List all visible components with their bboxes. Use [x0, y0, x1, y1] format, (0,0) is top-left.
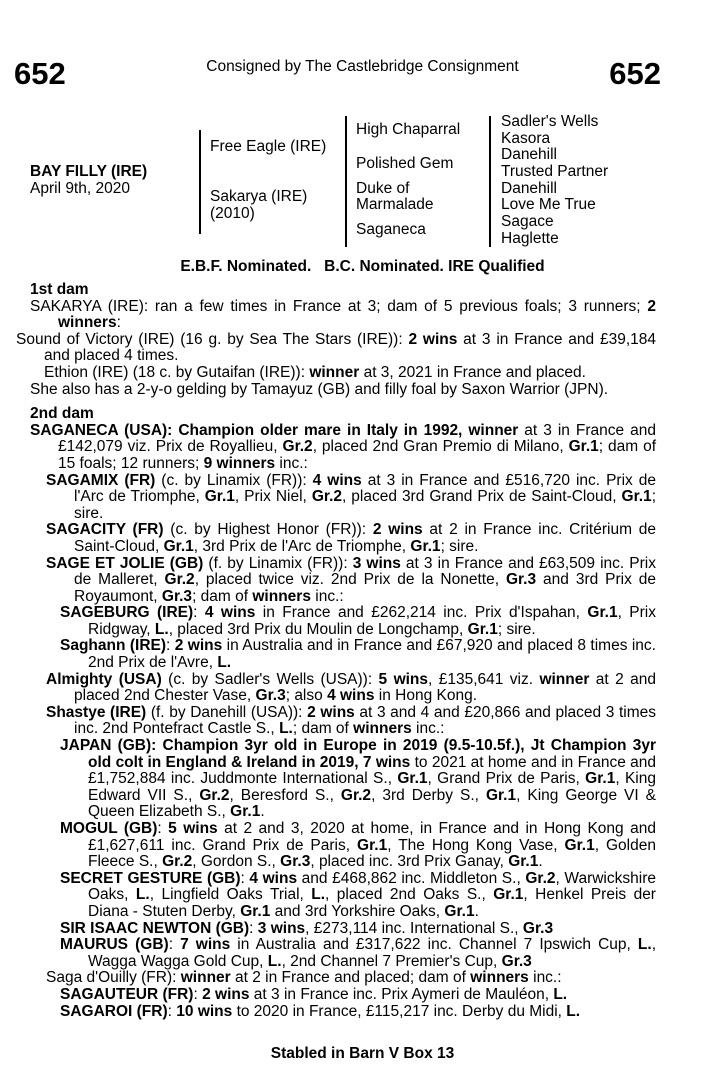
maurus-entry: MAURUS (GB): 7 wins in Australia and £317,622 inc. Channel 7 Ipswich Cup, L., Wagga Wagga Gold Cup, L., 2nd Channel 7 Premier's Cup, Gr.3 [60, 936, 657, 970]
almighty-entry: Almighty (USA) (c. by Sadler's Wells (USA)): 5 wins, £135,641 viz. winner at 2 and placed 2nd Chester Vase, Gr.3; also 4 wins in Hong Kong. [46, 670, 656, 705]
pedigree-gen3-5: Danehill [501, 180, 558, 197]
mogul-entry: MOGUL (GB): 5 wins at 2 and 3, 2020 at home, in France and in Hong Kong and £1,627,611 inc. Grand Prix de Paris, Gr.1, The Hong Kong Vase, Gr.1, Golden Fleece S., Gr.2, Gordon S., Gr.3, placed inc. 3rd Prix Ganay, Gr.1. [60, 820, 656, 871]
first-dam-note: She also has a 2-y-o gelding by Tamayuz (GB) and filly foal by Saxon Warrior (JPN). [30, 380, 609, 398]
pedigree-gen3-2: Kasora [501, 130, 551, 147]
first-dam-foal-1: Sound of Victory (IRE) (16 g. by Sea The Stars (IRE)): 2 wins at 3 in France and £39,184 and placed 4 times. [16, 330, 656, 365]
nominations-line: E.B.F. Nominated. B.C. Nominated. IRE Qualified [180, 258, 545, 275]
sagacity-entry: SAGACITY (FR) (c. by Highest Honor (FR)): 2 wins at 2 in France inc. Critérium de Saint-Cloud, Gr.1, 3rd Prix de l'Arc de Triomphe, Gr.1; sire. [46, 521, 656, 555]
foaling-date: April 9th, 2020 [30, 180, 130, 197]
pedigree-dam: Sakarya (IRE) [210, 188, 308, 205]
catalogue-body [16, 281, 657, 1020]
pedigree-dam-dam: Saganeca [356, 221, 426, 238]
first-dam-entry: SAKARYA (IRE): ran a few times in France at 3; dam of 5 previous foals; 3 runners; 2 winners: [30, 297, 656, 332]
secret-gesture-entry: SECRET GESTURE (GB): 4 wins and £468,862 inc. Middleton S., Gr.2, Warwickshire Oaks, L., Lingfield Oaks Trial, L., placed 2nd Oaks S., Gr.1, Henkel Preis der Diana - Stuten Derby, Gr.1 and 3rd Yorkshire Oaks, Gr.1. [60, 869, 656, 920]
sagaroi-entry: SAGAROI (FR): 10 wins to 2020 in France, £115,217 inc. Derby du Midi, L. [60, 1002, 581, 1020]
stabling-footer: Stabled in Barn V Box 13 [270, 1045, 455, 1062]
pedigree-gen3-6: Love Me True [501, 196, 596, 213]
pedigree-divider-3 [489, 116, 491, 247]
sir-isaac-newton-entry: SIR ISAAC NEWTON (GB): 3 wins, £273,114 inc. International S., Gr.3 [60, 919, 554, 937]
consignor: Consigned by The Castlebridge Consignment [206, 58, 519, 75]
horse-title: BAY FILLY (IRE) [30, 163, 148, 180]
pedigree-dam-sire: Duke of [356, 180, 410, 197]
lot-number-right: 652 [609, 56, 661, 91]
first-dam-foal-2: Ethion (IRE) (18 c. by Gutaifan (IRE)): winner at 3, 2021 in France and placed. [44, 363, 586, 381]
pedigree-sire: Free Eagle (IRE) [210, 138, 327, 155]
saga-douilly-entry: Saga d'Ouilly (FR): winner at 2 in France and placed; dam of winners inc.: [46, 969, 562, 987]
saganeca-entry: SAGANECA (USA): Champion older mare in Italy in 1992, winner at 3 in France and £142,079 viz. Prix de Royallieu, Gr.2, placed 2nd Gran Premio di Milano, Gr.1; dam of 15 foals; 12 runners; 9 winners inc.: [30, 421, 656, 472]
pedigree-gen3-8: Haglette [501, 230, 559, 247]
sagamix-entry: SAGAMIX (FR) (c. by Linamix (FR)): 4 wins at 3 in France and £516,720 inc. Prix de l'Arc de Triomphe, Gr.1, Prix Niel, Gr.2, placed 3rd Grand Prix de Saint-Cloud, Gr.1; sire. [46, 471, 656, 522]
lot-number-left: 652 [14, 56, 66, 91]
shastye-entry: Shastye (IRE) (f. by Danehill (USA)): 2 wins at 3 and 4 and £20,866 and placed 3 times inc. 2nd Pontefract Castle S., L.; dam of winners inc.: [46, 703, 657, 738]
pedigree-dam-year: (2010) [210, 205, 255, 222]
sage-et-jolie-entry: SAGE ET JOLIE (GB) (f. by Linamix (FR)): 3 wins at 3 in France and £63,509 inc. Prix de Malleret, Gr.2, placed twice viz. 2nd Prix de la Nonette, Gr.3 and 3rd Prix de Royaumont, Gr.3; dam of winners inc.: [46, 554, 656, 605]
pedigree-gen3-3: Danehill [501, 146, 558, 163]
pedigree-gen3-4: Trusted Partner [501, 163, 609, 180]
pedigree-divider-1 [199, 130, 201, 234]
sageburg-entry: SAGEBURG (IRE): 4 wins in France and £262,214 inc. Prix d'Ispahan, Gr.1, Prix Ridgway, L., placed 3rd Prix du Moulin de Longchamp, Gr.1; sire. [60, 604, 656, 638]
second-dam-heading: 2nd dam [30, 405, 94, 423]
japan-entry: JAPAN (GB): Champion 3yr old in Europe in 2019 (9.5-10.5f.), Jt Champion 3yr old colt in England & Ireland in 2019, 7 wins to 2021 at home and in France and £1,752,884 inc. Juddmonte International S., Gr.1, Grand Prix de Paris, Gr.1, King Edward VII S., Gr.2, Beresford S., Gr.2, 3rd Derby S., Gr.1, King George VI & Queen Elizabeth S., Gr.1. [60, 737, 656, 821]
pedigree-sire-sire: High Chaparral [356, 121, 461, 138]
sagauteur-entry: SAGAUTEUR (FR): 2 wins at 3 in France inc. Prix Aymeri de Mauléon, L. [60, 985, 568, 1003]
pedigree-gen3-1: Sadler's Wells [501, 113, 599, 130]
pedigree-sire-dam: Polished Gem [356, 155, 454, 172]
pedigree-dam-sire-cont: Marmalade [356, 196, 434, 213]
pedigree-divider-2 [345, 116, 347, 247]
saghann-entry: Saghann (IRE): 2 wins in Australia and in France and £67,920 and placed 8 times inc. 2nd Prix de l'Avre, L. [60, 637, 656, 672]
first-dam-heading: 1st dam [30, 281, 89, 298]
pedigree-gen3-7: Sagace [501, 213, 554, 230]
